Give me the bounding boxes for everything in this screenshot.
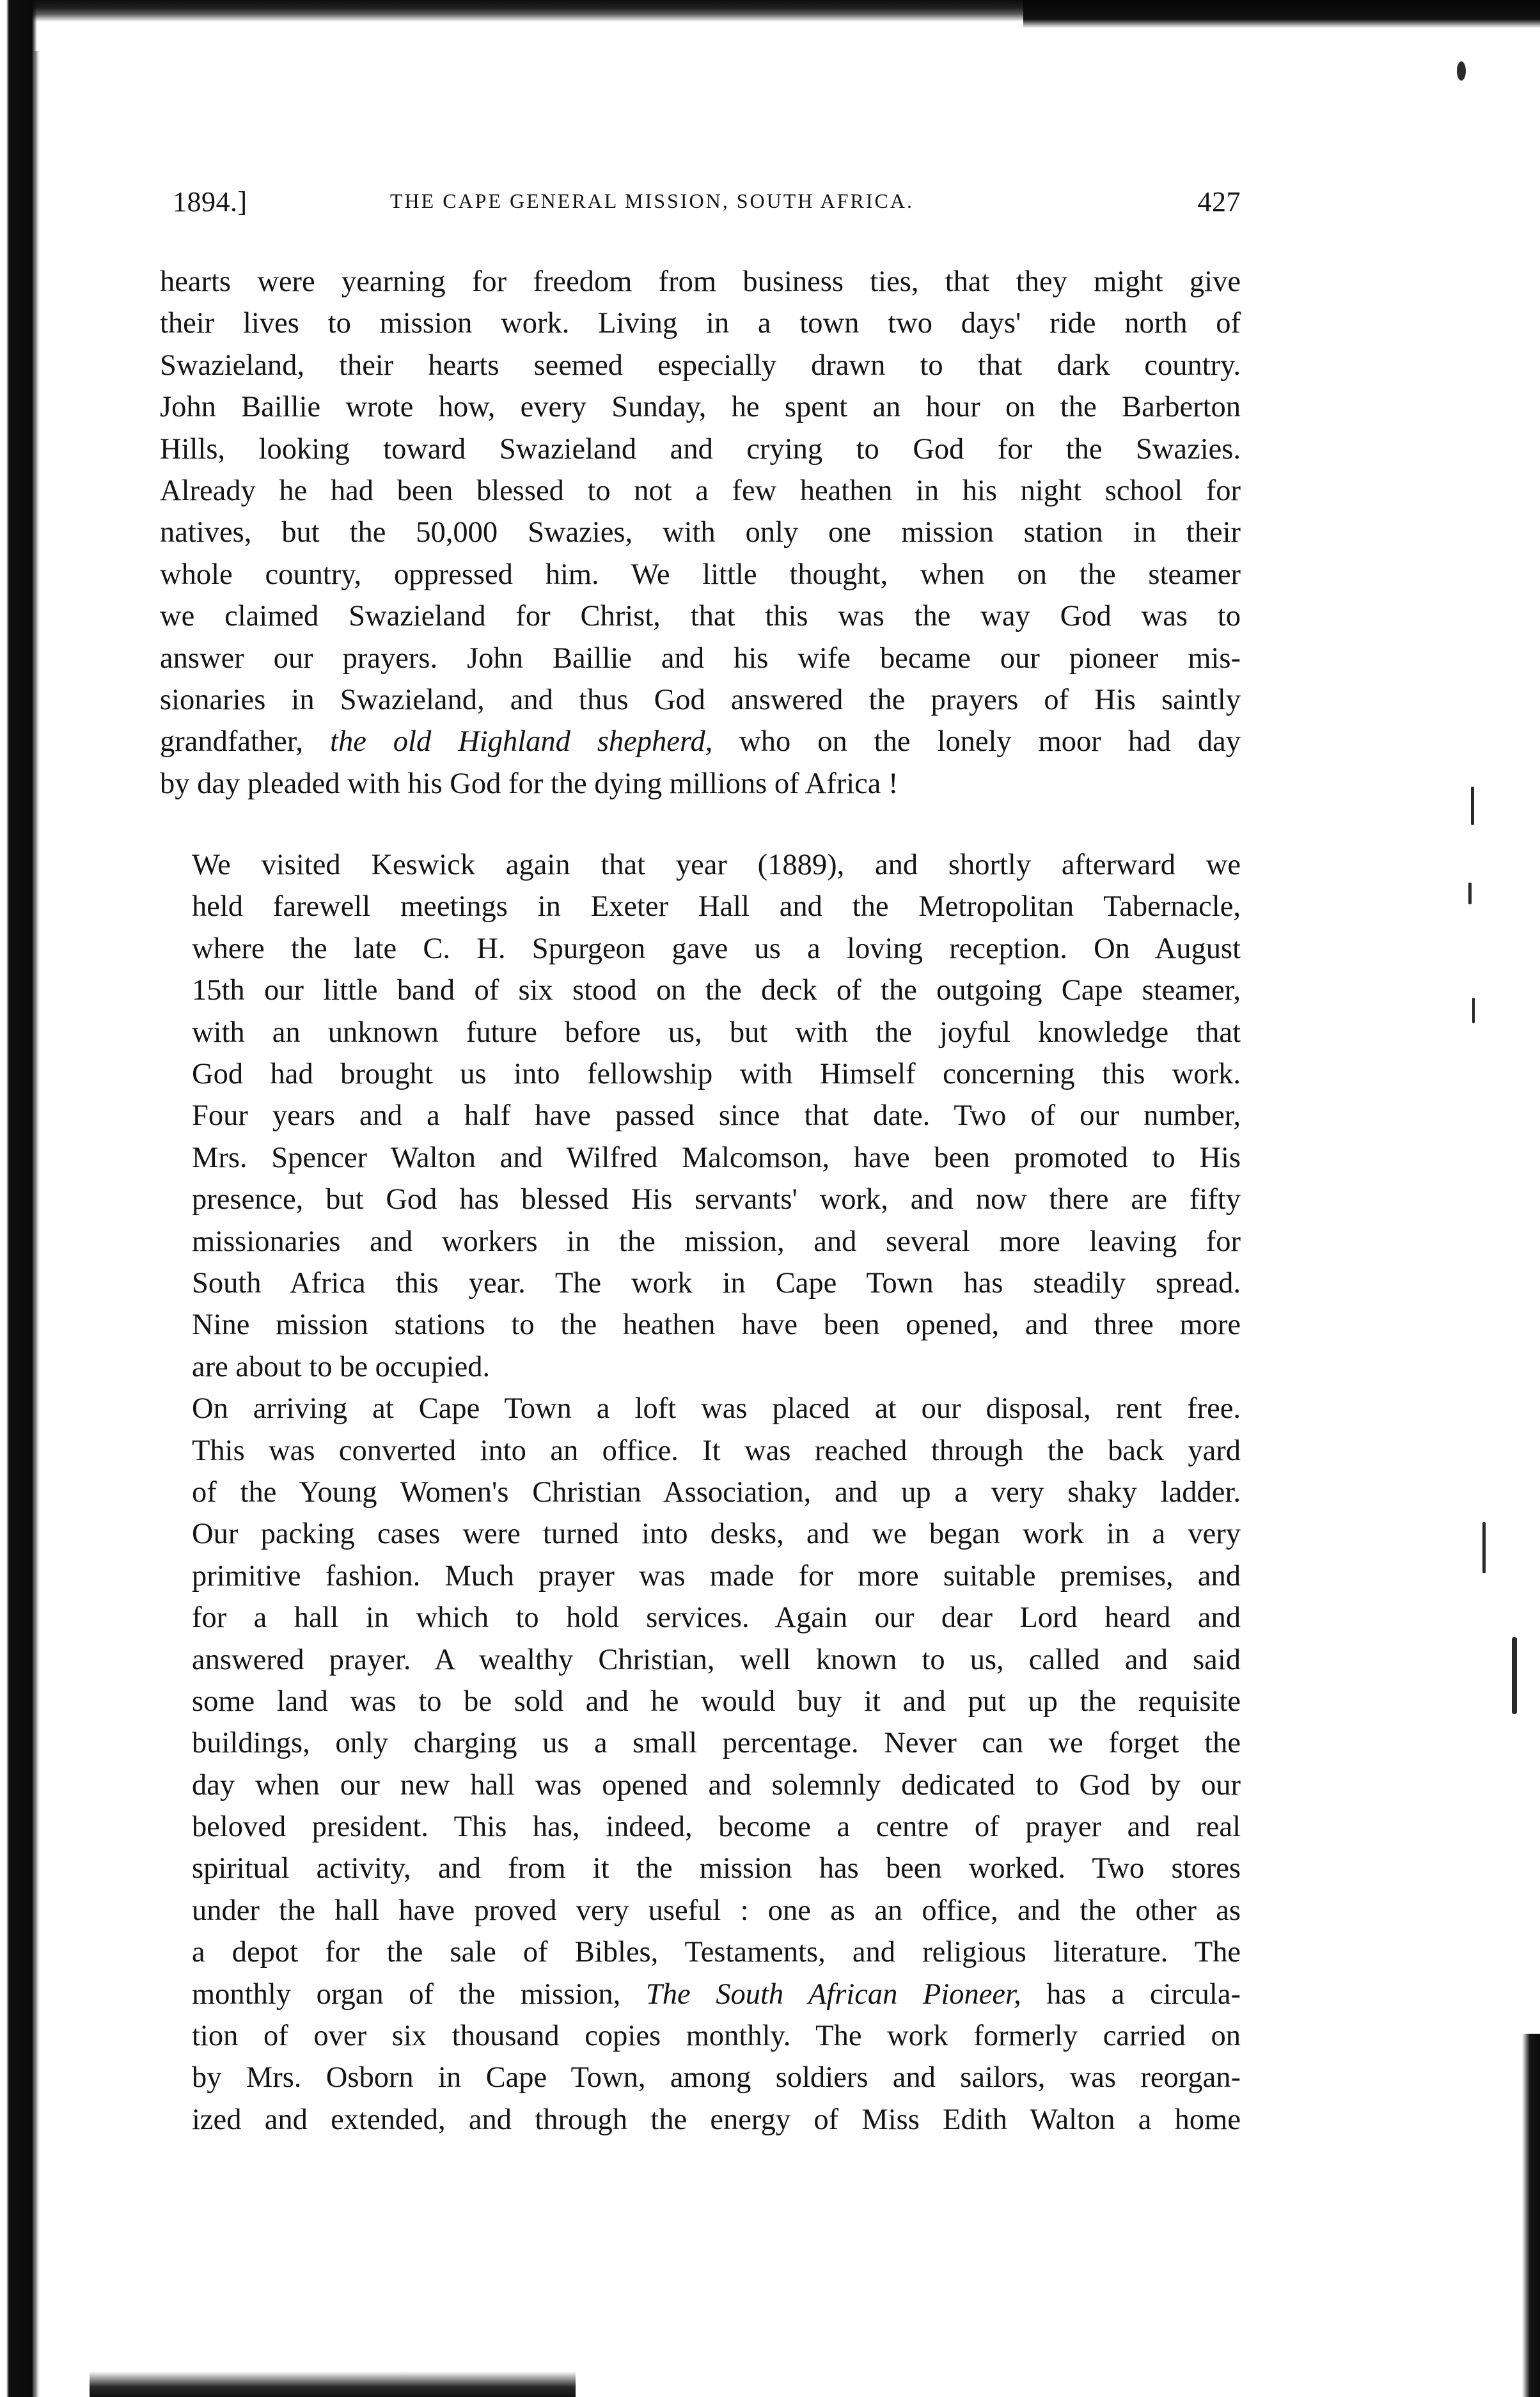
paragraph-2 <box>160 844 1241 1388</box>
text-line: some land was to be sold and he would buy it and put up the requisite <box>192 1685 1241 1718</box>
text-line-with-italic <box>160 721 1241 762</box>
paragraph-1 <box>160 261 1241 805</box>
text-run: monthly organ of the mission, <box>192 1977 646 2011</box>
text-line: primitive fashion. Much prayer was made for more suitable premises, and <box>192 1559 1241 1592</box>
text-run: has a circula- <box>1021 1977 1241 2011</box>
text-line: Nine mission stations to the heathen have been opened, and three more <box>192 1309 1241 1342</box>
text-line: On arriving at Cape Town a loft was placed at our disposal, rent free. <box>192 1392 1241 1426</box>
italic-phrase-highland-shepherd: the old Highland shepherd, <box>330 725 713 758</box>
body-text <box>160 261 1241 2141</box>
text-line: Four years and a half have passed since that date. Two of our number, <box>192 1099 1241 1133</box>
italic-title-south-african-pioneer: The South African Pioneer, <box>645 1977 1021 2011</box>
paragraph-3 <box>160 1388 1241 2141</box>
text-line: day when our new hall was opened and solemnly dedicated to God by our <box>192 1768 1241 1802</box>
scan-speck <box>1471 787 1474 825</box>
text-line: spiritual activity, and from it the mission has been worked. Two stores <box>192 1852 1241 1885</box>
running-head <box>160 185 1241 224</box>
text-line: by day pleaded with his God for the dying millions of Africa ! <box>160 767 899 800</box>
text-line: We visited Keswick again that year (1889), and shortly afterward we <box>192 849 1241 882</box>
text-line: their lives to mission work. Living in a town two days' ride north of <box>160 307 1241 340</box>
text-line: with an unknown future before us, but with the joyful knowledge that <box>192 1016 1241 1049</box>
text-line: answer our prayers. John Baillie and his wife became our pioneer mis- <box>160 641 1241 675</box>
text-line: South Africa this year. The work in Cape Town has steadily spread. <box>192 1266 1241 1300</box>
scan-edge-bottom <box>90 2371 576 2397</box>
text-line: are about to be occupied. <box>192 1350 491 1383</box>
text-line: where the late C. H. Spurgeon gave us a loving reception. On August <box>192 932 1241 965</box>
scan-speck <box>1468 883 1472 904</box>
text-line: Mrs. Spencer Walton and Wilfred Malcomson, have been promoted to His <box>192 1141 1241 1174</box>
text-run: grandfather, <box>160 725 331 758</box>
text-line: answered prayer. A wealthy Christian, well known to us, called and said <box>192 1643 1241 1676</box>
text-line: ized and extended, and through the energy of Miss Edith Walton a home <box>192 2103 1241 2136</box>
text-line: Hills, looking toward Swazieland and crying to God for the Swazies. <box>160 432 1241 466</box>
scan-speck <box>1482 1522 1486 1573</box>
text-line: Our packing cases were turned into desks, and we began work in a very <box>192 1518 1241 1551</box>
text-line: presence, but God has blessed His servants' work, and now there are fifty <box>192 1183 1241 1216</box>
text-line: under the hall have proved very useful : one as an office, and the other as <box>192 1894 1241 1927</box>
text-line: This was converted into an office. It was reached through the back yard <box>192 1434 1241 1467</box>
scan-speck <box>1512 1637 1517 1714</box>
text-line-with-italic <box>160 1974 1241 2015</box>
text-line: missionaries and workers in the mission, and several more leaving for <box>192 1225 1241 1258</box>
running-head-title: THE CAPE GENERAL MISSION, SOUTH AFRICA. <box>390 189 914 212</box>
text-line: God had brought us into fellowship with Himself concerning this work. <box>192 1058 1241 1091</box>
text-line: held farewell meetings in Exeter Hall and the Metropolitan Tabernacle, <box>192 890 1241 923</box>
text-line: 15th our little band of six stood on the deck of the outgoing Cape steamer, <box>192 974 1241 1007</box>
page-number: 427 <box>1197 186 1241 217</box>
text-line: Already he had been blessed to not a few heathen in his night school for <box>160 474 1241 507</box>
text-line: sionaries in Swazieland, and thus God answered the prayers of His saintly <box>160 683 1241 716</box>
scan-speck <box>1472 998 1475 1023</box>
scan-edge-right-bottom <box>1522 2034 1540 2397</box>
text-line: tion of over six thousand copies monthly. The work formerly carried on <box>192 2020 1241 2053</box>
text-line: of the Young Women's Christian Association, and up a very shaky ladder. <box>192 1475 1241 1509</box>
text-line: by Mrs. Osborn in Cape Town, among soldiers and sailors, was reorgan- <box>192 2061 1241 2094</box>
scan-speck <box>1457 61 1466 81</box>
text-line: hearts were yearning for freedom from business ties, that they might give <box>160 265 1241 298</box>
text-run: who on the lonely moor had day <box>712 725 1241 758</box>
book-page <box>160 185 1241 2141</box>
text-line: natives, but the 50,000 Swazies, with only one mission station in their <box>160 516 1241 549</box>
text-line: for a hall in which to hold services. Again our dear Lord heard and <box>192 1601 1241 1635</box>
text-line: beloved president. This has, indeed, become a centre of prayer and real <box>192 1811 1241 1844</box>
scan-edge-left-shadow <box>0 51 40 2397</box>
text-line: buildings, only charging us a small percentage. Never can we forget the <box>192 1727 1241 1760</box>
text-line: whole country, oppressed him. We little thought, when on the steamer <box>160 558 1241 591</box>
text-line: Swazieland, their hearts seemed especially drawn to that dark country. <box>160 349 1241 382</box>
running-head-year: 1894.] <box>173 186 248 217</box>
text-line: a depot for the sale of Bibles, Testaments, and religious literature. The <box>192 1936 1241 1969</box>
text-line: we claimed Swazieland for Christ, that this was the way God was to <box>160 600 1241 633</box>
scan-edge-top-right <box>1023 0 1540 28</box>
text-line: John Baillie wrote how, every Sunday, he spent an hour on the Barberton <box>160 391 1241 424</box>
